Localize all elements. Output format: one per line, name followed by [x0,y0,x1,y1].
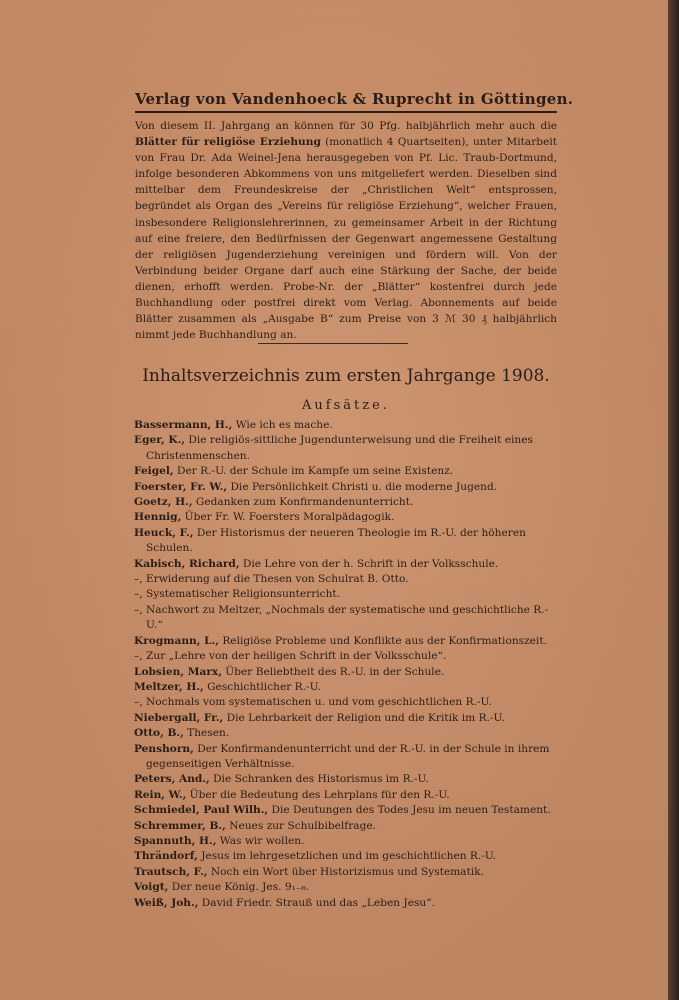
entry-author: Meltzer, H., [134,680,204,693]
entry-author: Niebergall, Fr., [134,711,224,724]
entry-author: Spannuth, H., [134,834,217,847]
notice-text-1: Von diesem II. Jahrgang an können für 30 Pfg. halbjährlich mehr auch die [135,120,557,132]
toc-entry [134,711,564,726]
toc-entry [134,834,564,849]
entry-title: –, Nachwort zu Meltzer, „Nochmals der systematische und geschichtliche R.-U.“ [134,603,549,632]
toc-entry [134,849,564,864]
entry-author: Kabisch, Richard, [134,557,240,570]
entry-author: Schmiedel, Paul Wilh., [134,804,269,817]
entry-author: Eger, K., [134,434,185,447]
toc-entry [134,865,564,880]
entry-title: Die Deutungen des Todes Jesu im neuen Testament. [271,804,551,817]
entry-title: Noch ein Wort über Historizismus und Systematik. [210,865,485,878]
toc-entry [134,772,564,787]
entry-title: Neues zur Schulbibelfrage. [229,819,377,832]
toc-entry [134,896,564,911]
toc-entry [134,603,564,634]
toc-entry [134,587,564,602]
toc-entry [134,726,564,741]
toc-entry [134,788,564,803]
publisher-heading: Verlag von Vandenhoeck & Ruprecht in Göttingen. [135,90,574,108]
entry-title: –, Erwiderung auf die Thesen von Schulrat B. Otto. [134,573,409,586]
notice-text-2: (monatlich 4 Quartseiten), unter Mitarbeit von Frau Dr. Ada Weinel-Jena herausgegeben von Pf. Lic. Traub-Dortmund, infolge besonderen Abkommens von uns mitgeliefert werden. Dieselben sind mittelbar dem Freundeskreise der „Christlichen Welt“ entsprossen, begründet als Organ des „Vereins für religiöse Erziehung“, welcher Frauen, insbesondere Religionslehrerinnen, zu gemeinsamer Arbeit in der Richtung auf eine freiere, den Bedürfnissen der Gegenwart angemessene Gestaltung der religiösen Jugenderziehung vereinigen und fördern will. Von der Verbindung beider Organe darf auch eine Stärkung der Sache, der beide dienen, erhofft werden. Probe-Nr. der „Blätter“ kostenfrei durch jede Buchhandlung oder postfrei direkt vom Verlag. Abonnements auf beide Blätter zusammen als „Ausgabe B“ zum Preise von 3 ℳ 30 ₰ halbjährlich nimmt jede Buchhandlung an. [135,136,557,342]
entry-author: Rein, W., [134,788,187,801]
toc-entry [134,418,564,433]
toc-entry [134,634,564,649]
section-divider [258,343,408,344]
entry-author: Foerster, Fr. W., [134,480,228,493]
entry-title: Was wir wollen. [219,834,305,847]
entry-author: Goetz, H., [134,496,193,509]
entry-title: Die Persönlichkeit Christi u. die moderne Jugend. [230,480,498,493]
notice-paragraph [135,118,557,343]
entry-title: David Friedr. Strauß und das „Leben Jesu“. [201,896,436,909]
entry-title: Wie ich es mache. [235,419,333,431]
entry-author: Trautsch, F., [134,865,208,878]
toc-entry [134,649,564,664]
entry-title: Der Historismus der neueren Theologie im R.-U. der höheren Schulen. [146,526,526,555]
toc-title: Inhaltsverzeichnis zum ersten Jahrgange 1908. [142,366,550,386]
entry-author: Hennig, [134,511,182,524]
toc-entry [134,695,564,710]
entry-author: Heuck, F., [134,526,194,539]
advertisement-notice [135,118,557,343]
page-edge-shadow [668,0,679,1000]
toc-entry [134,742,564,773]
entry-author: Otto, B., [134,727,184,740]
entry-title: Die Lehrbarkeit der Religion und die Kritik im R.-U. [226,711,505,724]
entry-author: Peters, And., [134,773,210,786]
entry-author: Weiß, Joh., [134,896,199,909]
toc-entry [134,572,564,587]
entry-author: Penshorn, [134,742,194,755]
entry-author: Thrändorf, [134,850,198,863]
entry-title: Gedanken zum Konfirmandenunterricht. [195,496,414,509]
entry-title: Über Beliebtheit des R.-U. in der Schule. [225,665,445,678]
entry-title: Der Konfirmandenunterricht und der R.-U. in der Schule in ihrem gegenseitigen Verhältnisse. [146,742,550,770]
entry-title: Die Lehre von der h. Schrift in der Volksschule. [242,557,499,570]
entry-author: Schremmer, B., [134,819,226,832]
entry-author: Bassermann, H., [134,419,233,431]
entry-title: Geschichtlicher R.-U. [207,680,321,693]
entry-author: Krogmann, L., [134,634,219,647]
toc-entry [134,464,564,479]
entry-title: Die Schranken des Historismus im R.-U. [213,773,429,786]
entry-title: Die religiös-sittliche Jugendunterweisung und die Freiheit eines Christenmenschen. [146,434,533,462]
notice-bold-title: Blätter für religiöse Erziehung [135,136,321,149]
toc-entry [134,526,564,557]
entry-title: Thesen. [187,727,230,740]
entry-title: Religiöse Probleme und Konflikte aus der Konfirmationszeit. [222,634,547,647]
toc-entry [134,665,564,680]
toc-entry [134,880,564,895]
entry-title: –, Systematischer Religionsunterricht. [134,588,341,601]
toc-entry [134,557,564,572]
entry-title: Jesus im lehrgesetzlichen und im geschichtlichen R.-U. [201,850,497,863]
entry-author: Lobsien, Marx, [134,665,222,678]
entry-title: Über Fr. W. Foersters Moralpädagogik. [184,511,395,524]
entry-author: Voigt, [134,881,169,894]
entry-title: Der R.-U. der Schule im Kampfe um seine Existenz. [176,465,454,478]
toc-entry [134,803,564,818]
section-label: Aufsätze. [302,398,390,413]
toc-entry [134,433,564,464]
toc-entry [134,495,564,510]
entry-author: Feigel, [134,465,174,478]
entry-title: Über die Bedeutung des Lehrplans für den R.-U. [189,788,450,801]
entry-title: Der neue König. Jes. 9₁₋₆. [171,881,310,894]
toc-entry [134,510,564,525]
toc-entry [134,819,564,834]
toc-entry [134,680,564,695]
heading-rule [135,111,557,113]
entry-title: –, Zur „Lehre von der heiligen Schrift in der Volksschule“. [134,650,447,663]
entry-title: –, Nochmals vom systematischen u. und vom geschichtlichen R.-U. [134,696,492,709]
toc-entry-list [134,418,564,911]
toc-entry [134,480,564,495]
